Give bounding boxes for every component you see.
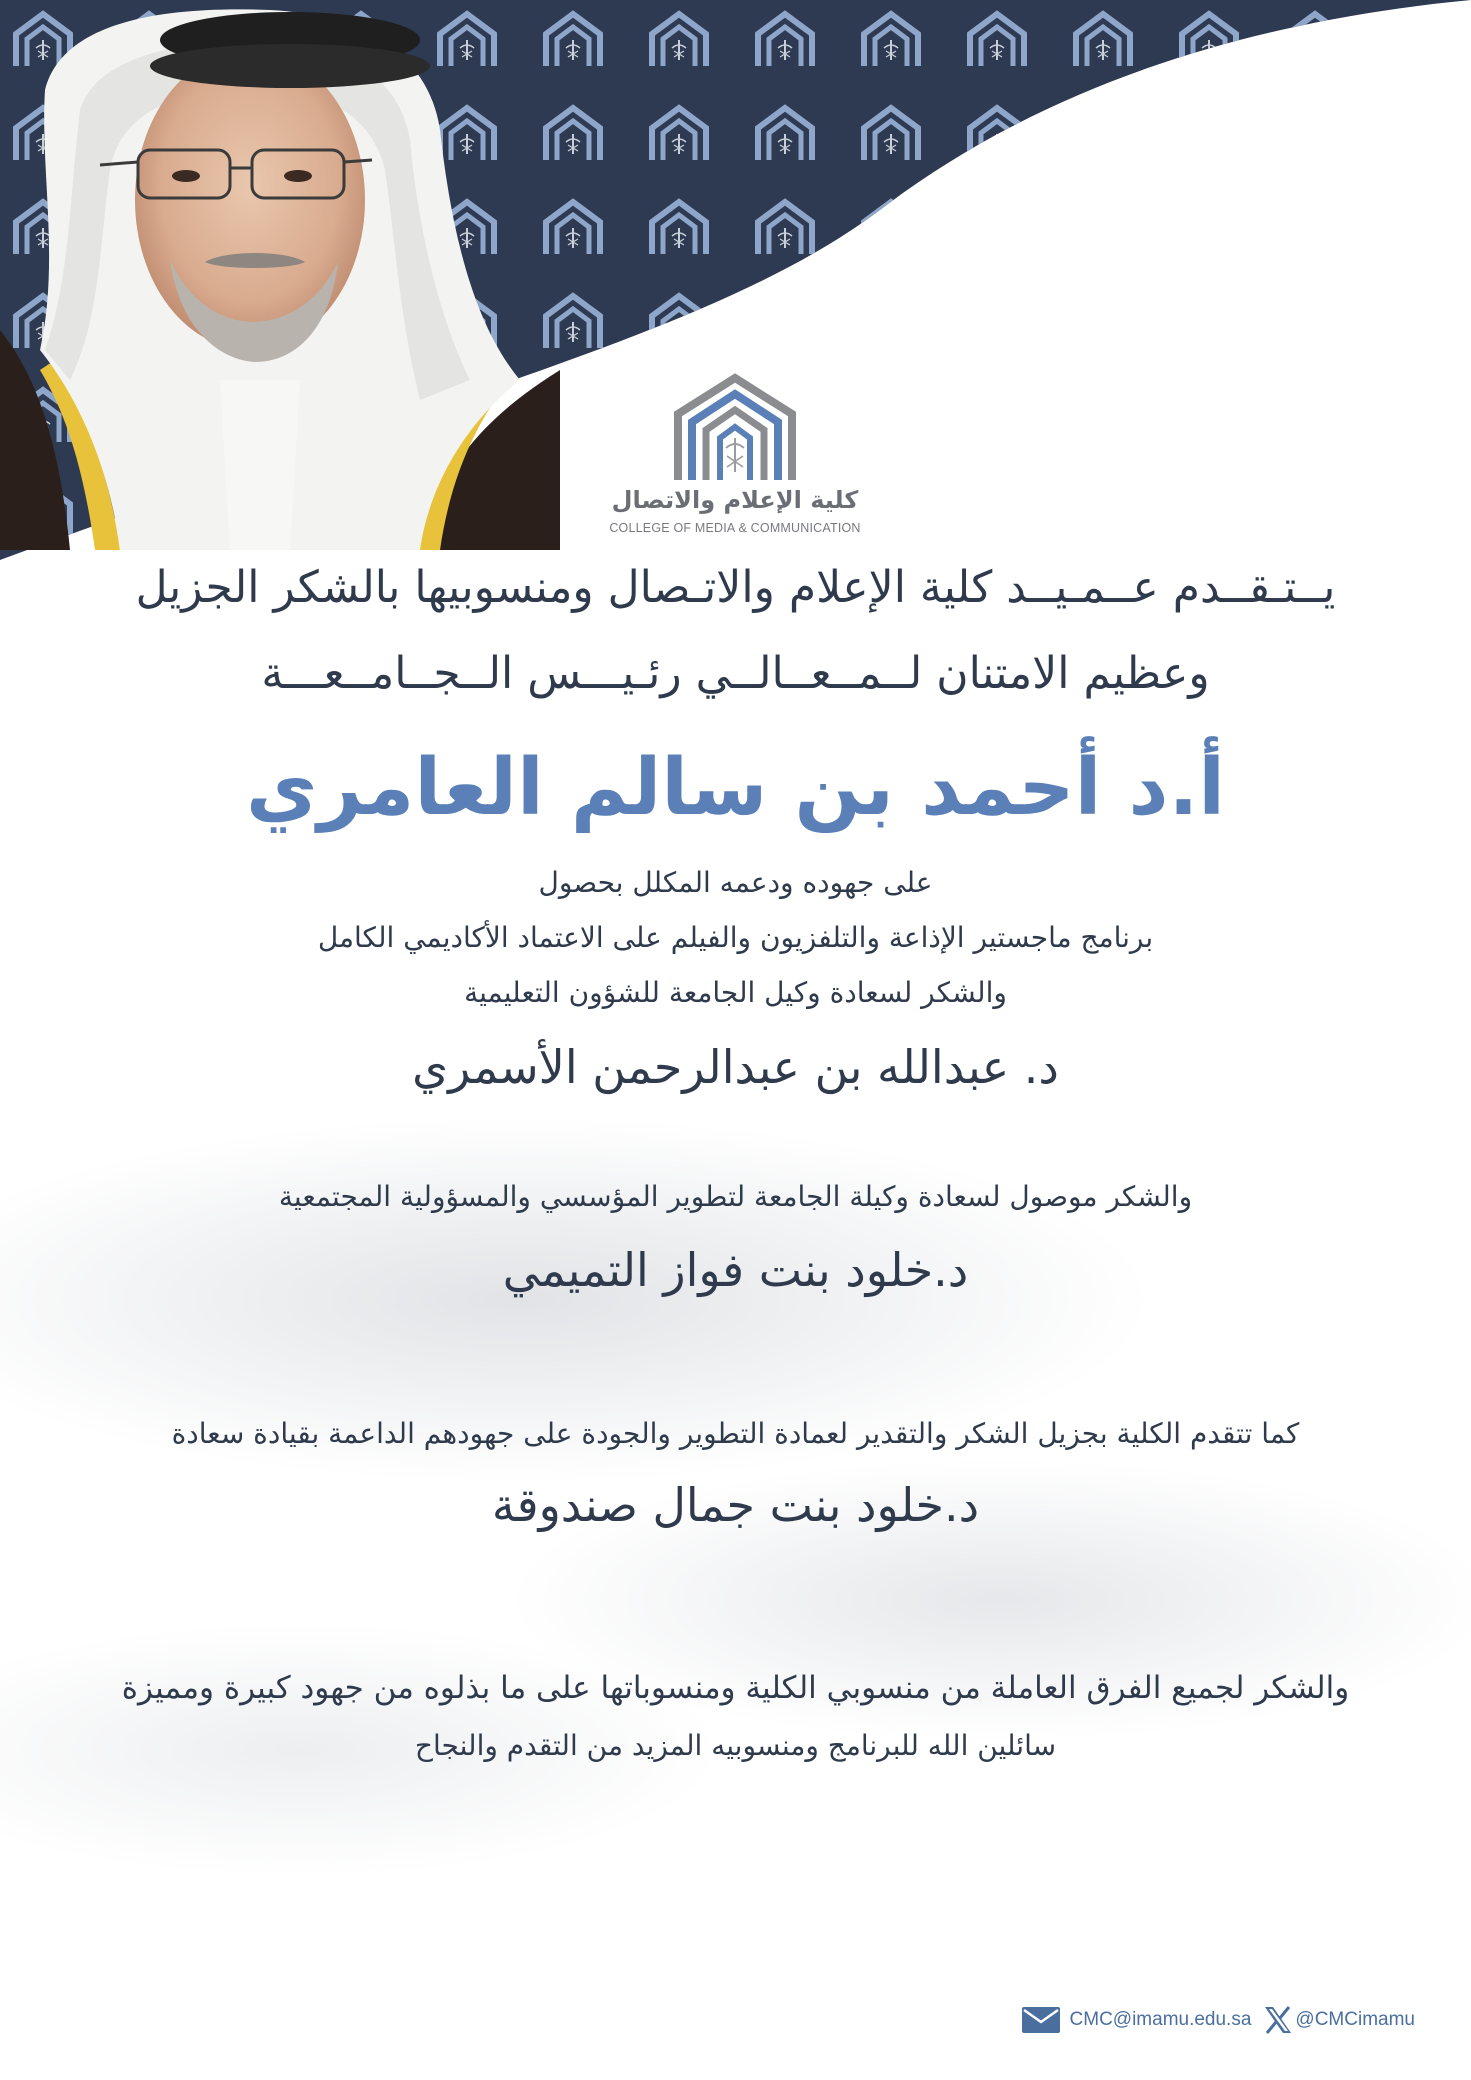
body-line-3: والشكر لسعادة وكيل الجامعة للشؤون التعليمية	[464, 976, 1007, 1009]
x-logo-icon	[1263, 2005, 1293, 2035]
body-line-1: على جهوده ودعمه المكلل بحصول	[538, 866, 933, 899]
envelope-icon	[1022, 2007, 1060, 2033]
college-arch-emblem-icon	[670, 372, 800, 484]
intro-line-1: يــتـقــدم عــمـيــد كلية الإعلام والاتـصال ومنسوبيها بالشكر الجزيل	[135, 562, 1336, 613]
college-name-arabic: كلية الإعلام والاتصال	[611, 486, 859, 514]
contact-footer	[1022, 2000, 1415, 2040]
email-address[interactable]: CMC@imamu.edu.sa	[1069, 2009, 1252, 2030]
vice-rector-name: د. عبدالله بن عبدالرحمن الأسمري	[412, 1040, 1059, 1094]
intro-line-2: وعظيم الامتنان لــمــعــالــي رئـيـــس الــجــامــعـــة	[261, 648, 1210, 699]
thanks-line-1: والشكر موصول لسعادة وكيلة الجامعة لتطوير المؤسسي والمسؤولية المجتمعية	[278, 1180, 1193, 1213]
body-line-2: برنامج ماجستير الإذاعة والتلفزيون والفيلم على الاعتماد الأكاديمي الكامل	[317, 921, 1154, 954]
dean-portrait	[0, 0, 560, 550]
closing-line-2: سائلين الله للبرنامج ومنسوبيه المزيد من التقدم والنجاح	[414, 1729, 1057, 1762]
dean-quality-name: د.خلود بنت جمال صندوقة	[491, 1478, 980, 1532]
honoree-name: أ.د أحمد بن سالم العامري	[246, 743, 1225, 833]
email-contact[interactable]	[1022, 2007, 1252, 2033]
vice-rector-female-name: د.خلود بنت فواز التميمي	[502, 1243, 969, 1297]
twitter-contact[interactable]	[1251, 2005, 1415, 2035]
college-name-english: COLLEGE OF MEDIA & COMMUNICATION	[609, 521, 861, 535]
thanks-line-2: كما تتقدم الكلية بجزيل الشكر والتقدير لعمادة التطوير والجودة على جهودهم الداعمة بقيادة سعادة	[171, 1417, 1300, 1450]
twitter-handle[interactable]: @CMCimamu	[1295, 2009, 1415, 2030]
closing-line-1: والشكر لجميع الفرق العاملة من منسوبي الكلية ومنسوباتها على ما بذلوه من جهود كبيرة ومميزة	[121, 1670, 1350, 1706]
college-logo	[600, 372, 870, 542]
